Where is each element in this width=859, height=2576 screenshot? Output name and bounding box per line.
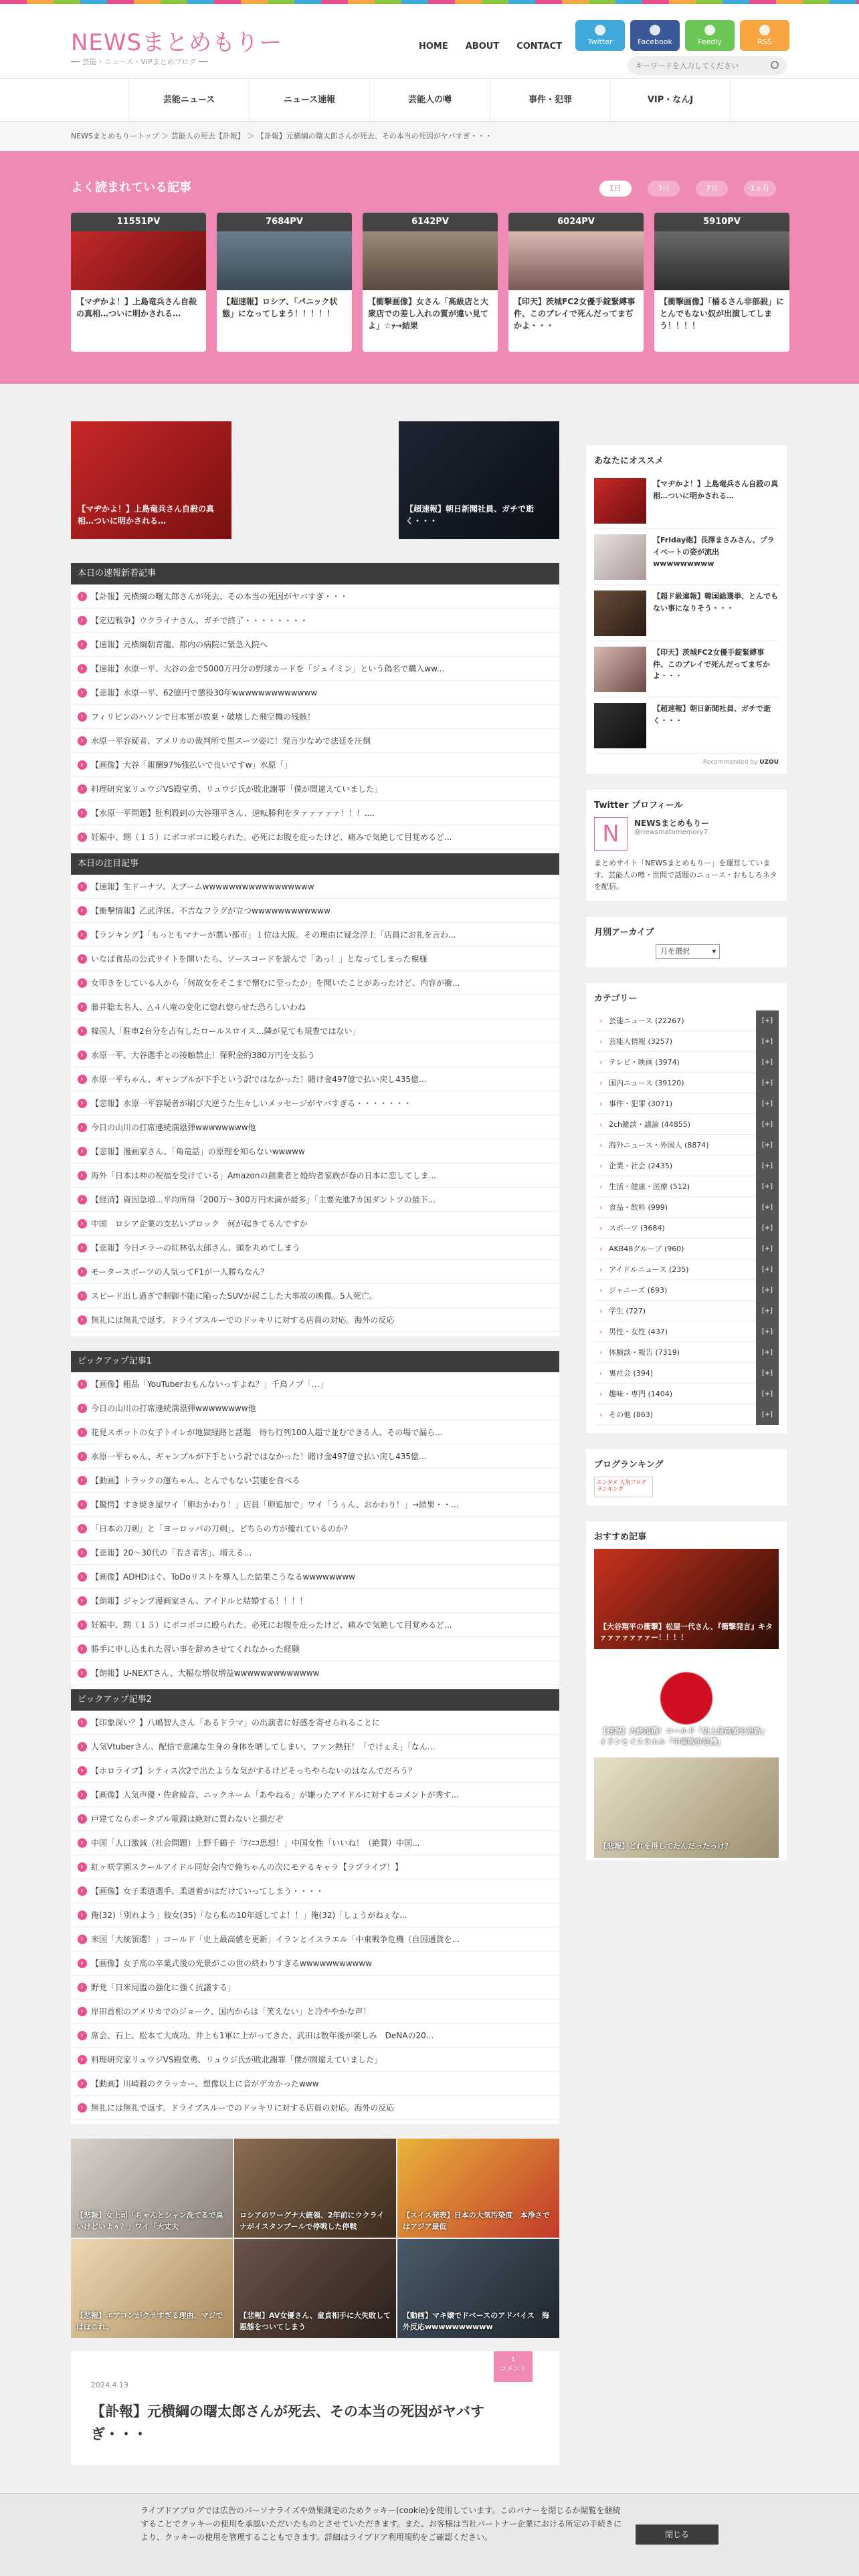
list-item[interactable]: 【画像】粗品「YouTuberおもんないっすよね？」千鳥ノブ「…」 › <box>71 1372 559 1396</box>
ranking-box <box>586 1449 787 1505</box>
list-item[interactable]: 女叩きをしている人から「何故女をそこまで憎むに至ったか」を聞いたことがあったけど、内容が衝... › <box>71 971 559 995</box>
list-item[interactable]: 【朗報】U-NEXTさん、大幅な増収増益wwwwwwwwwwwww › <box>71 1661 559 1685</box>
recommend-thumbnail <box>594 647 646 692</box>
expand-icon[interactable]: [+] <box>756 1114 779 1135</box>
ranking-banner[interactable]: エンタメ 人気ブログランキング <box>594 1477 653 1497</box>
tab-1day[interactable]: 1日 <box>599 181 632 197</box>
category-box <box>586 983 787 1433</box>
recommend-item[interactable] <box>594 585 779 641</box>
featured-banner[interactable] <box>399 421 559 539</box>
list-item[interactable]: 【速報】元横綱朝青龍、都内の病院に緊急入院へ › <box>71 633 559 657</box>
tab-3day[interactable]: 3日 <box>648 181 680 197</box>
recommend-title: 【超速報】朝日新聞社員、ガチで逝く・・・ <box>653 704 771 725</box>
sidebar <box>586 445 787 1876</box>
grid-title: 【悲報】エアコンがクサすぎる理由、マジではほこれ。 <box>76 2311 223 2331</box>
expand-icon[interactable]: [+] <box>756 1321 779 1342</box>
grid-title: 【スイス発表】日本の大気汚染度 本浄さではアジア最低 <box>403 2211 550 2231</box>
list-item[interactable]: 妊娠中、甥（１５）にボコボコに殴られた。必死にお腹を庇ったけど、痛みで気絶して目覚めるど... › <box>71 1613 559 1637</box>
list-item[interactable]: 海外「日本は神の祝福を受けている」Amazonの創業者と婚約者家族が春の日本に恋してしま... › <box>71 1164 559 1188</box>
list-item[interactable]: 【悲報】水原一平、62億円で懲役30年wwwwwwwwwwwww › <box>71 681 559 705</box>
ranking-title: ブログランキング <box>594 1459 664 1470</box>
search-icon[interactable] <box>771 61 779 69</box>
tab-7day[interactable]: 7日 <box>696 181 728 197</box>
list-pickup1 <box>71 1351 559 1689</box>
category-label: 食品・飲料 (999) <box>609 1202 668 1212</box>
category-item[interactable] <box>594 1156 779 1176</box>
expand-icon[interactable]: [+] <box>756 1031 779 1052</box>
list-item[interactable]: 【ランキング】「もっともマナーが悪い都市」１位は大阪。その理由に疑念浮上「店員にお礼を言わ... › <box>71 923 559 947</box>
pv-count: 5910PV <box>654 213 789 231</box>
global-nav <box>0 79 859 122</box>
category-item[interactable] <box>594 1404 779 1425</box>
gnav-crime[interactable]: 事件・犯罪 <box>490 79 610 121</box>
twitter-handle[interactable]: @newsmatomemory7 <box>634 829 708 836</box>
list-breaking <box>71 563 559 853</box>
category-label: 生活・健康・医療 (512) <box>609 1182 690 1191</box>
grid-title: 【悲報】女上司「ちゃんとシャン洗てるで臭いけどいよぅ？」ワイ「大丈夫 <box>76 2211 223 2231</box>
grid-title: 【悲報】AV女優さん、童貞相手に大失敗して悪態をついてしまう <box>240 2311 391 2331</box>
category-item[interactable] <box>594 1280 779 1301</box>
list-item[interactable]: モータースポーツの人気ってF1が一人勝ちなん？ › <box>71 1260 559 1284</box>
category-item[interactable] <box>594 1114 779 1135</box>
popular-cards <box>71 213 789 352</box>
expand-icon[interactable]: [+] <box>756 1404 779 1425</box>
expand-icon[interactable]: [+] <box>756 1073 779 1093</box>
list-item[interactable]: 【訃報】元横綱の曙太郎さんが死去、その本当の死因がヤバすぎ・・・ › <box>71 584 559 609</box>
category-item[interactable] <box>594 1239 779 1259</box>
recommend-item[interactable] <box>594 529 779 585</box>
feedly-button[interactable]: Feedly <box>685 20 735 51</box>
pick-box <box>586 1521 787 1860</box>
list-item[interactable]: 【動画】トラックの運ちゃん、とんでもない芸能を食べる › <box>71 1469 559 1493</box>
category-item[interactable] <box>594 1363 779 1384</box>
expand-icon[interactable]: [+] <box>756 1197 779 1218</box>
featured-banners <box>71 421 559 539</box>
category-item[interactable] <box>594 1321 779 1342</box>
pick-item[interactable]: 【大谷翔平の衝撃】松屋一代さん、『衝撃発言』キタァァァァァァァー！！！！ <box>594 1549 779 1649</box>
category-label: 事件・犯罪 (3071) <box>609 1099 673 1108</box>
category-item[interactable] <box>594 1259 779 1280</box>
cookie-banner <box>0 2493 859 2576</box>
list-item[interactable]: 水原一平容疑者、アメリカの裁判所で黒スーツ姿に！発言少なめで法廷を圧倒 › <box>71 729 559 753</box>
list-item[interactable]: 【画像】大谷「報酬97%強払いで良いですw」水原「」 › <box>71 753 559 777</box>
archive-select[interactable]: 月を選択 ▾ <box>656 944 720 959</box>
recommend-thumbnail <box>594 591 646 636</box>
category-item[interactable] <box>594 1384 779 1404</box>
main-column <box>71 421 559 2465</box>
list-item[interactable]: 今日の山川の打席連続満塁弾wwwwwwww他 › <box>71 1115 559 1140</box>
grid-item[interactable] <box>234 2139 396 2238</box>
expand-icon[interactable]: [+] <box>756 1156 779 1176</box>
expand-icon[interactable]: [+] <box>756 1176 779 1197</box>
list-item[interactable]: スピード出し過ぎで制御不能に陥ったSUVが起こした大事故の映像。5人死亡。 › <box>71 1284 559 1308</box>
list-item[interactable]: 【画像】ADHDはぐ、ToDoリストを導入した結果こうなるwwwwwwww › <box>71 1565 559 1589</box>
breadcrumb: NEWSまとめもりートップ ＞ 芸能人の死去【訃報】 ＞ 【訃報】元横綱の曙太郎さんが死去、その本当の死因がヤバすぎ・・・ <box>0 122 859 151</box>
recommend-title: 【Friday砲】長澤まさみさん、プライベートの姿が流出wwwwwwwww <box>653 536 775 568</box>
list-header: ピックアップ記事1 <box>71 1351 559 1372</box>
category-label: 体験談・報告 (7319) <box>609 1348 680 1357</box>
grid-title: 【動画】マキ嬢でドベースのアドバイス 海外反応wwwwwwwwww <box>403 2311 549 2331</box>
list-item[interactable]: 無礼には無礼で返す。ドライブスルーでのドッキリに対する店員の対応。海外の反応 › <box>71 1308 559 1332</box>
list-item[interactable]: 席会、石上、松本て大成功、井上も1軍に上がってきた、武田は数年後が楽しみ DeNAの20... › <box>71 2024 559 2048</box>
card-title: 【衝撃画像】女さん「高級店と大衆店での差し入れの質が違い見てよ」☆ｯ→結果 <box>368 297 489 330</box>
card-thumbnail <box>363 231 498 290</box>
expand-icon[interactable]: [+] <box>756 1239 779 1259</box>
recommend-item[interactable] <box>594 473 779 529</box>
list-item[interactable]: 無礼には無礼で返す。ドライブスルーでのドッキリに対する店員の対応。海外の反応 › <box>71 2096 559 2120</box>
expand-icon[interactable]: [+] <box>756 1010 779 1031</box>
list-item[interactable]: 韓国人「駐車2台分を占有したロールスロイス…隣が見ても規豊ではない」 › <box>71 1019 559 1043</box>
popular-card[interactable] <box>217 213 352 352</box>
recommend-thumbnail <box>594 703 646 748</box>
category-label: 芸能ニュース (22267) <box>609 1016 684 1025</box>
list-item[interactable]: 米国「大統領選！」コールド「史上最高値を更新」イランとイスラエル「中東戦争危機（自国通貨を... › <box>71 1927 559 1951</box>
card-thumbnail <box>71 231 206 290</box>
category-label: 2ch雑談・議論 (44855) <box>609 1119 691 1129</box>
list-item[interactable]: 今日の山川の打席連続満塁弾wwwwwwww他 › <box>71 1396 559 1420</box>
list-item[interactable]: 花見スポットの女子トイレが地獄経路と話題 待ち行列100人超で並むできる人、その場で漏ら... › <box>71 1420 559 1444</box>
category-label: 芸能人情報 (3257) <box>609 1037 673 1046</box>
list-item[interactable]: 【驚愕】すき焼き屋ワイ「卵おかわり！」店員「卵追加で」ワイ「うぅん、おかわり！」→結果・・... › <box>71 1493 559 1517</box>
list-item[interactable]: 【経済】資因急増…平均所得「200万〜300万円未満が最多」「主要先進7カ国ダントツの最下... › <box>71 1188 559 1212</box>
card-title: 【衝撃画像】「桶るさん非部殺」にとんでもない奴が出演してしまう！！！！ <box>660 297 785 330</box>
list-item[interactable]: フィリピンのハソンで日本軍が放棄・破壊した飛空機の残骸！ › <box>71 705 559 729</box>
featured-title: 【超速報】朝日新聞社員、ガチで逝く・・・ <box>405 504 535 526</box>
recommend-item[interactable] <box>594 641 779 697</box>
pv-count: 7684PV <box>217 213 352 231</box>
category-item[interactable] <box>594 1135 779 1156</box>
grid-title: ロシアのワーグナ大統領、2年前にウクライナがイスタンブールで停戦した停戦 <box>240 2211 385 2231</box>
list-item[interactable]: 水原一平ちゃん、ギャンブルが下手という訳ではなかった！賭け金497億で払い戻し435億... › <box>71 1444 559 1469</box>
recommend-box <box>586 445 787 774</box>
recommend-title: あなたにオススメ <box>594 456 664 466</box>
site-tagline: ━━ 芸能・ニュース・VIPまとめブログ ━━ <box>71 58 208 66</box>
recommend-thumbnail <box>594 534 646 580</box>
header-nav <box>419 41 562 51</box>
list-item[interactable]: 野党「日米同盟の強化に強く抗議する」 › <box>71 1975 559 2000</box>
recommend-item[interactable] <box>594 697 779 754</box>
list-item[interactable]: 【定辺戦争】ウクライナさん、ガチで終了・・・・・・・・ › <box>71 609 559 633</box>
gnav-news[interactable]: ニュース速報 <box>249 79 369 121</box>
pv-count: 11551PV <box>71 213 206 231</box>
popular-tabs <box>599 181 776 197</box>
article-header <box>71 2351 559 2465</box>
cookie-close-button[interactable]: 閉じる <box>636 2525 719 2545</box>
category-label: 学生 (727) <box>609 1306 646 1315</box>
twitter-button[interactable]: Twitter <box>575 20 625 51</box>
expand-icon[interactable]: [+] <box>756 1093 779 1114</box>
category-item[interactable] <box>594 1031 779 1052</box>
category-label: 裏社会 (394) <box>609 1368 654 1378</box>
list-item[interactable]: 【衝撃情報】乙武洋匡、不吉なフラグが立つwwwwwwwwwwww › <box>71 899 559 923</box>
category-item[interactable] <box>594 1176 779 1197</box>
expand-icon[interactable]: [+] <box>756 1259 779 1280</box>
category-label: その他 (863) <box>609 1410 654 1419</box>
featured-title: 【マヂかよ！】上島竜兵さん自殺の真相…ついに明かされる… <box>78 504 215 526</box>
category-label: 男性・女性 (437) <box>609 1327 668 1336</box>
list-item[interactable]: 藤井聡太名人、△４八竜の変化に惚れ惚らせた恐ろしいわね › <box>71 995 559 1019</box>
image-grid <box>71 2139 559 2338</box>
list-item[interactable]: 料理研究家リュウジVS殿堂勇、リュウジ氏が敗北謝罪「僕が間違えていました」 › <box>71 2048 559 2072</box>
breadcrumb-home[interactable]: NEWSまとめもりートップ <box>71 132 159 140</box>
expand-icon[interactable]: [+] <box>756 1363 779 1384</box>
pv-count: 6142PV <box>363 213 498 231</box>
category-label: アイドルニュース (235) <box>609 1265 689 1274</box>
twitter-name[interactable]: NEWSまとめもりー <box>634 819 710 828</box>
category-item[interactable] <box>594 1218 779 1239</box>
nav-home[interactable]: HOME <box>419 41 448 51</box>
pick-item[interactable]: 【速報】大統領選！コールド「史上最高値を更新」イランとイスラエル「中東戦争危機」 <box>594 1653 779 1753</box>
facebook-button[interactable]: Facebook <box>630 20 680 51</box>
list-item[interactable]: 【画像】人気声優・佐倉綾音、ニックネーム「あやねる」が嫌ったアイドルに対するコメントが秀す... › <box>71 1783 559 1807</box>
popular-card[interactable] <box>363 213 498 352</box>
category-label: 国内ニュース (39120) <box>609 1078 684 1087</box>
nav-about[interactable]: ABOUT <box>465 41 500 51</box>
archive-box <box>586 917 787 967</box>
list-item[interactable]: 【悲報】今日エラーの紅林弘太郎さん、頭を丸めてしまう › <box>71 1236 559 1260</box>
card-title: 【超速報】ロシア、「パニック状態」になってしまう！！！！！ <box>222 297 338 318</box>
category-label: ジャニーズ (693) <box>609 1285 668 1295</box>
card-thumbnail <box>654 231 789 290</box>
list-item[interactable]: 中国「人口激減（社会問題）上野千鶴子「ｱｲﾆｺ思想！」中国女性「いいね！（絶賛）中国... › <box>71 1831 559 1855</box>
list-item[interactable]: 虹ヶ咲学園スクールアイドル同好会内で俺ちゃんの次にモテるキャラ【ラブライブ！】 › <box>71 1855 559 1879</box>
list-attention <box>71 853 559 1336</box>
gnav-vip[interactable]: VIP・なんJ <box>610 79 731 121</box>
breadcrumb-current: 【訃報】元横綱の曙太郎さんが死去、その本当の死因がヤバすぎ・・・ <box>256 132 492 140</box>
rss-button[interactable]: RSS <box>740 20 789 51</box>
list-item[interactable]: 【動画】川崎殺のクラッカー、想像以上に音がデカかったwww › <box>71 2072 559 2096</box>
list-item[interactable]: 【ホロライブ】シティス次2で出たような気がするけどそっちやらないのはなんでだろう？ › <box>71 1759 559 1783</box>
popular-section <box>0 151 859 384</box>
list-item[interactable]: 料理研究家リュウジVS殿堂勇、リュウジ氏が敗北謝罪「僕が間違えていました」 › <box>71 777 559 801</box>
list-item[interactable]: 【悲報】20〜30代の「若さ者害」、増える… › <box>71 1541 559 1565</box>
article-title: 【訃報】元横綱の曙太郎さんが死去、その本当の死因がヤバすぎ・・・ <box>91 2403 484 2442</box>
category-item[interactable] <box>594 1342 779 1363</box>
comment-badge[interactable]: 1 コメント <box>494 2351 533 2382</box>
avatar[interactable]: N <box>594 817 628 851</box>
list-item[interactable]: 戸建てならポータブル電源は絶対に買わないと損だぞ › <box>71 1807 559 1831</box>
list-item[interactable]: 【速報】水原一平、大谷の金で5000万円分の野球カードを「ジェイミン」という偽名で購入ww... › <box>71 657 559 681</box>
card-thumbnail <box>508 231 644 290</box>
category-item[interactable] <box>594 1052 779 1073</box>
featured-banner[interactable] <box>71 421 231 539</box>
card-thumbnail <box>217 231 352 290</box>
category-label: 企業・社会 (2435) <box>609 1161 673 1170</box>
expand-icon[interactable]: [+] <box>756 1052 779 1073</box>
popular-card[interactable] <box>654 213 789 352</box>
card-title: 【印天】茨城FC2女優手錠緊縛事件、このブレイで死んだってまぢかよ・・・ <box>514 297 636 330</box>
category-item[interactable] <box>594 1197 779 1218</box>
category-item[interactable] <box>594 1073 779 1093</box>
grid-item[interactable] <box>71 2139 233 2238</box>
archive-title: 月別アーカイブ <box>594 927 654 938</box>
list-item[interactable]: 【画像】女子柔道選手、柔道着がはだけていってしまう・・・・ › <box>71 1879 559 1903</box>
list-item[interactable]: 俺(32)「別れよう」彼女(35)「なら私の10年返してよ！！」俺(32)「しょうがねぇな... › <box>71 1903 559 1927</box>
category-label: AKB48グループ (960) <box>609 1244 684 1253</box>
twitter-profile-box <box>586 790 787 901</box>
list-item[interactable]: 【画像】女子高の卒業式後の光景がこの世の終わりすぎるwwwwwwwwwww › <box>71 1951 559 1975</box>
list-header: 本日の注目記事 <box>71 853 559 875</box>
sns-buttons <box>575 20 789 51</box>
chevron-down-icon: ▾ <box>712 946 716 956</box>
pick-item[interactable]: 【悲報】どれを得してたんだったっけ？ <box>594 1757 779 1858</box>
list-item[interactable]: 「日本の刀剣」と「ヨーロッパの刀剣」、どちらの方が優れているのか？ › <box>71 1517 559 1541</box>
expand-icon[interactable]: [+] <box>756 1135 779 1156</box>
list-item[interactable]: 中国 ロシア企業の支払いブロック 何が起きてるんですか › <box>71 1212 559 1236</box>
category-label: 趣味・専門 (1404) <box>609 1389 673 1398</box>
card-title: 【マヂかよ！】上島竜兵さん自殺の真相…ついに明かされる… <box>76 297 197 318</box>
popular-card[interactable] <box>508 213 644 352</box>
tab-1month[interactable]: 1ヵ月 <box>744 181 776 197</box>
category-item[interactable] <box>594 1093 779 1114</box>
expand-icon[interactable]: [+] <box>756 1342 779 1363</box>
expand-icon[interactable]: [+] <box>756 1280 779 1301</box>
list-item[interactable]: 人気Vtuberさん、配信で意識な生身の身体を晒してしまい、ファン熱狂！「でけぇえ」「なん... › <box>71 1735 559 1759</box>
site-logo[interactable]: NEWSまとめもりー <box>71 29 283 56</box>
list-item[interactable]: 【悲報】漫画家さん、「角竜話」の原理を知らないwwwww › <box>71 1140 559 1164</box>
popular-title: よく読まれている記事 <box>71 181 191 195</box>
category-label: 海外ニュース・外国人 (8874) <box>609 1140 709 1150</box>
list-pickup2 <box>71 1689 559 2124</box>
cookie-text: ライブドアブログでは広告のパーソナライズや効果測定のためクッキー(cookie)を使用しています。このバナーを閉じるか閲覧を継続することでクッキーの使用を承認いただいたものとさせていただきます。また、お客様は当社パートナー企業における所定の手続きにより、クッキーの使用を管理することもできます。詳細はライブドア利用規約をご確認ください。 <box>140 2506 622 2542</box>
article-date: 2024.4.13 <box>91 2381 128 2389</box>
recommend-powered: Recommended by UZOU <box>702 759 779 766</box>
gnav-rumor[interactable]: 芸能人の噂 <box>369 79 490 121</box>
list-item[interactable]: 【朗報】ジャンプ漫画家さん、アイドルと結婚する！！！！ › <box>71 1589 559 1613</box>
category-title: カテゴリー <box>594 993 638 1004</box>
pick-title: おすすめ記事 <box>594 1531 647 1542</box>
list-item[interactable]: 【水原一平問題】肚利殺到の大谷翔平さん、逆転勝利をタァァァァァ！！！.... › <box>71 801 559 825</box>
twitter-desc: まとめサイト「NEWSまとめもりー」を運営しています。芸能人の噂・世間で話題のニュース・おもしろネタを配信。 <box>594 859 777 891</box>
list-item[interactable]: いなば食品の公式サイトを開いたら、ソースコードを読んで「あっ！」となってしまった模様 › <box>71 947 559 971</box>
recommend-title: 【印天】茨城FC2女優手錠緊縛事件、このブレイで死んだってまぢかよ・・・ <box>653 648 771 681</box>
twitter-title: Twitter プロフィール <box>594 800 683 811</box>
grid-item[interactable] <box>397 2239 559 2338</box>
list-item[interactable]: 水原一平ちゃん、ギャンブルが下手という訳ではなかった！賭け金497億で払い戻し435億... › <box>71 1067 559 1091</box>
site-header <box>0 4 859 79</box>
grid-item[interactable] <box>234 2239 396 2338</box>
category-item[interactable] <box>594 1010 779 1031</box>
category-item[interactable] <box>594 1301 779 1321</box>
recommend-thumbnail <box>594 478 646 524</box>
expand-icon[interactable]: [+] <box>756 1218 779 1239</box>
nav-contact[interactable]: CONTACT <box>516 41 563 51</box>
list-item[interactable]: 水原一平、大谷選手との接触禁止！保釈金約380万円を支払う › <box>71 1043 559 1067</box>
list-item[interactable]: 勝手に申し込まれた習い事を辞めさせてくれなかった経験 › <box>71 1637 559 1661</box>
popular-card[interactable] <box>71 213 206 352</box>
category-label: スポーツ (3684) <box>609 1223 665 1232</box>
list-header: 本日の速報新着記事 <box>71 563 559 584</box>
grid-item[interactable] <box>71 2239 233 2338</box>
list-header: ピックアップ記事2 <box>71 1689 559 1711</box>
list-item[interactable]: 妊娠中、甥（１５）にボコボコに殴られた。必死にお腹を庇ったけど、痛みで気絶して目覚めるど... › <box>71 825 559 849</box>
recommend-title: 【マヂかよ！】上島竜兵さん自殺の真相…ついに明かされる… <box>653 479 778 500</box>
gnav-geinou[interactable]: 芸能ニュース <box>128 79 249 121</box>
expand-icon[interactable]: [+] <box>756 1384 779 1404</box>
list-item[interactable]: 【悲報】水原一平容疑者が刷び大逆うた生々しいメッセージがヤバすぎる・・・・・・・ › <box>71 1091 559 1115</box>
breadcrumb-category[interactable]: 芸能人の死去【訃報】 <box>171 132 245 140</box>
recommend-title: 【超ド級違報】韓国総選挙、とんでもない事になりそう・・・ <box>653 592 778 613</box>
grid-item[interactable] <box>397 2139 559 2238</box>
pv-count: 6024PV <box>508 213 644 231</box>
search-input[interactable] <box>628 56 787 75</box>
list-item[interactable]: 岸田首相のアメリカでのジョーク、国内からは「笑えない」と冷ややかな声！ › <box>71 2000 559 2024</box>
list-item[interactable]: 【印象深い？】八嶋智人さん「あるドラマ」の出演者に好感を寄せられることに › <box>71 1711 559 1735</box>
list-item[interactable]: 【速報】生ドーナツ、大ブームwwwwwwwwwwwwwwwww › <box>71 875 559 899</box>
expand-icon[interactable]: [+] <box>756 1301 779 1321</box>
category-label: テレビ・映画 (3974) <box>609 1057 680 1067</box>
